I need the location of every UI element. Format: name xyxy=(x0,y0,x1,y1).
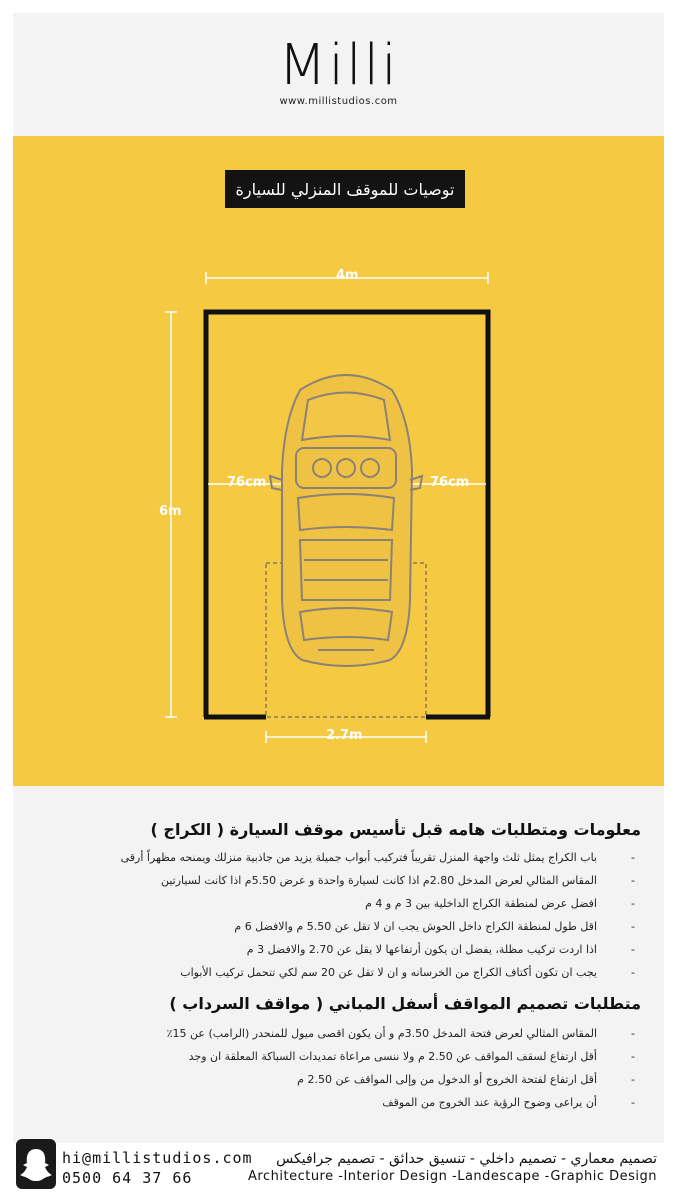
car-icon xyxy=(270,375,422,666)
phone-number[interactable]: 0500 64 37 66 xyxy=(62,1169,193,1187)
list-item: - يجب ان تكون أكتاف الكراج من الخرسانه و ان لا تقل عن 20 سم لكي تتحمل تركيب الأبواب xyxy=(180,966,635,979)
door-label: 2.7m xyxy=(326,728,363,743)
brand-url: www.millistudios.com xyxy=(279,96,398,107)
list-item: - أقل ارتفاع لفتحة الخروج أو الدخول من وإلى المواقف عن 2.50 م xyxy=(297,1073,635,1086)
section2-list xyxy=(36,1022,641,1114)
brand-name: Milli xyxy=(278,33,399,98)
list-item: - المقاس المثالي لعرض فتحة المدخل 3.50م و أن يكون اقصى ميول للمنحدر (الرامب) عن 15٪ xyxy=(166,1027,635,1040)
email-link[interactable]: hi@millistudios.com xyxy=(62,1149,253,1167)
list-item: - المقاس المثالي لعرض المدخل 2.80م اذا كانت لسيارة واحدة و عرض 5.50م اذا كانت لسيارتين xyxy=(160,874,635,887)
section2-title: متطلبات تصميم المواقف أسفل المباني ( مواقف السرداب ) xyxy=(169,994,641,1013)
left-gap-label: 76cm xyxy=(227,475,267,490)
list-item: - اذا اردت تركيب مظلة، يفضل ان يكون أرتفاعها لا يقل عن 2.70 والافضل 3 م xyxy=(246,943,635,956)
list-item: - اقل طول لمنطقة الكراج داخل الحوش يجب ان لا تقل عن 5.50 م والافضل 6 م xyxy=(234,920,635,933)
right-gap-label: 76cm xyxy=(430,475,470,490)
list-item: - أقل ارتفاع لسقف المواقف عن 2.50 م ولا ننسى مراعاة تمديدات السباكة المعلقة ان وجد xyxy=(188,1050,635,1063)
section1-title: معلومات ومتطلبات هامه قبل تأسيس موقف السيارة ( الكراج ) xyxy=(150,820,641,839)
banner-title: توصيات للموقف المنزلي للسيارة xyxy=(225,170,465,208)
services-english: Architecture -Interior Design -Landescape -Graphic Design xyxy=(248,1169,657,1184)
contact-info xyxy=(62,1148,253,1188)
width-label: 4m xyxy=(336,268,359,283)
list-item: - افضل عرض لمنطقة الكراج الداخلية بين 3 م و 4 م xyxy=(365,897,635,910)
services xyxy=(248,1150,657,1186)
list-item: - باب الكراج يمثل ثلث واجهة المنزل تقريباً فتركيب أبواب جميلة يزيد من جاذبية منزلك ويمنحه مظهراً أرقى xyxy=(120,851,635,864)
list-item: - أن يراعى وضوح الرؤية عند الخروج من الموقف xyxy=(382,1096,635,1109)
length-label: 6m xyxy=(159,504,182,519)
snapchat-icon[interactable] xyxy=(16,1139,56,1189)
services-arabic: تصميم معماري - تصميم داخلي - تنسيق حدائق - تصميم جرافيكس xyxy=(276,1151,657,1167)
section1-list xyxy=(36,846,641,984)
